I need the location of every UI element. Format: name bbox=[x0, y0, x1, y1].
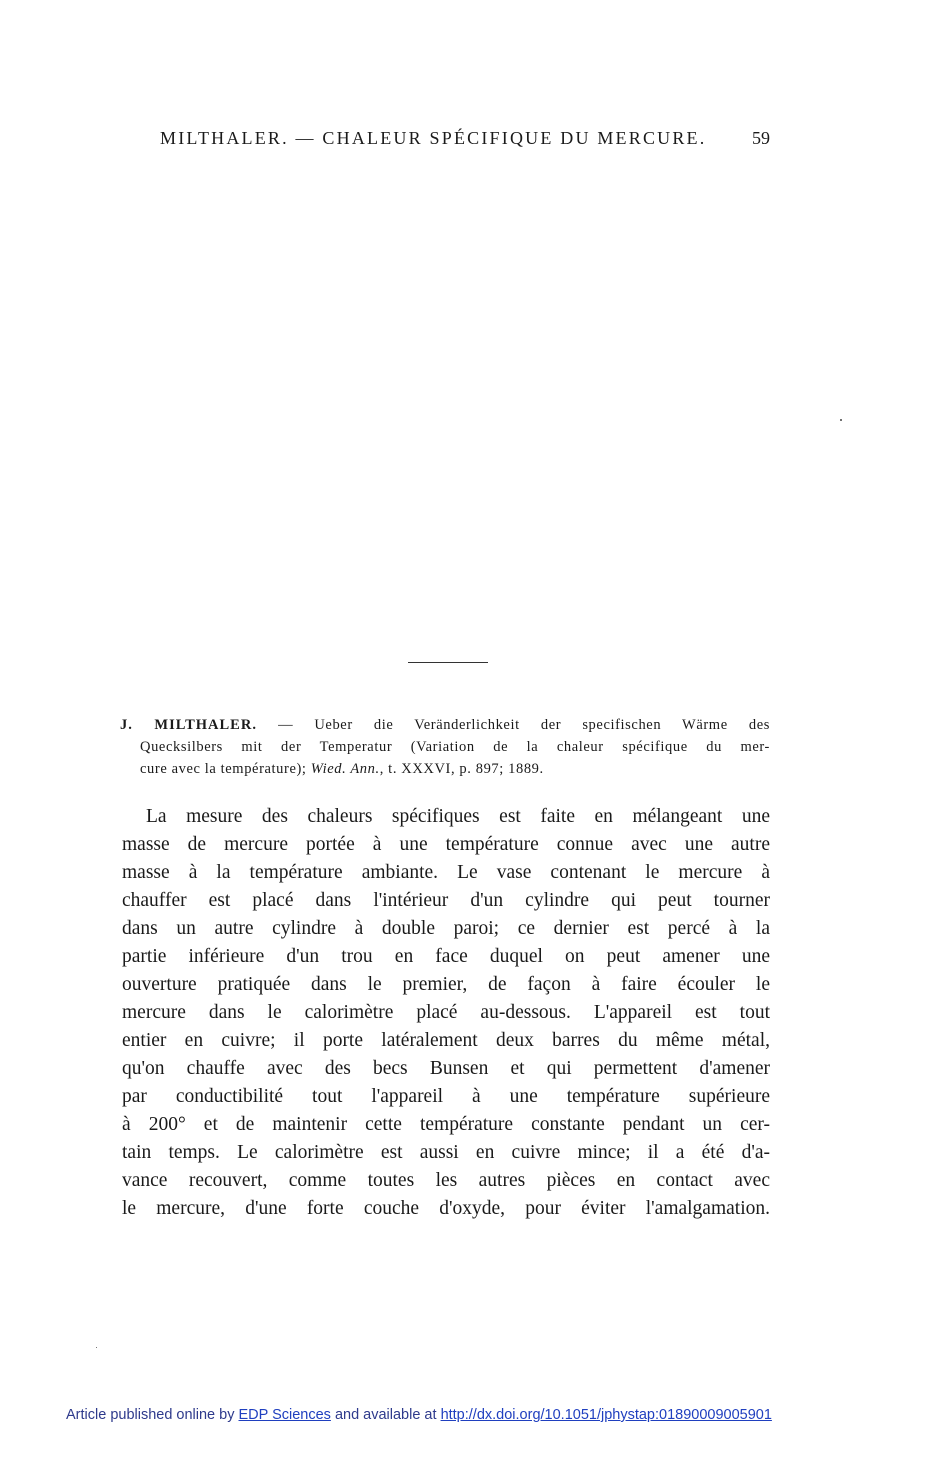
body-line: ouverture pratiquée dans le premier, de façon à faire écouler le bbox=[122, 974, 770, 995]
body-line: tain temps. Le calorimètre est aussi en cuivre mince; il a été d'a- bbox=[122, 1142, 770, 1163]
body-paragraph bbox=[122, 803, 770, 1223]
publication-footer bbox=[66, 1407, 772, 1423]
body-line: partie inférieure d'un trou en face duquel on peut amener une bbox=[122, 946, 770, 967]
section-rule bbox=[408, 662, 488, 663]
body-line: masse de mercure portée à une température connue avec une autre bbox=[122, 834, 770, 855]
body-line: par conductibilité tout l'appareil à une température supérieure bbox=[122, 1086, 770, 1107]
page-number: 59 bbox=[752, 128, 770, 148]
print-speck bbox=[840, 419, 842, 421]
running-title: MILTHALER. — CHALEUR SPÉCIFIQUE DU MERCURE. bbox=[160, 128, 707, 148]
body-line: La mesure des chaleurs spécifiques est faite en mélangeant une bbox=[146, 806, 770, 827]
reference-journal: Wied. Ann. bbox=[310, 761, 380, 777]
body-line: vance recouvert, comme toutes les autres pièces en contact avec bbox=[122, 1170, 770, 1191]
print-speck bbox=[96, 1347, 97, 1348]
reference-citation: , t. XXXVI, p. 897; 1889. bbox=[379, 761, 544, 777]
body-line: le mercure, d'une forte couche d'oxyde, pour éviter l'amalgamation. bbox=[122, 1198, 770, 1219]
footer-prefix: Article published online by bbox=[66, 1407, 239, 1423]
body-line: masse à la température ambiante. Le vase contenant le mercure à bbox=[122, 862, 770, 883]
doi-link[interactable]: http://dx.doi.org/10.1051/jphystap:01890009005901 bbox=[440, 1407, 772, 1423]
reference-author: J. MILTHALER. bbox=[120, 717, 257, 733]
reference-text: cure avec la température); bbox=[140, 761, 311, 777]
reference-title-start: — Ueber die Veränderlichkeit der specifischen Wärme des bbox=[256, 717, 770, 733]
body-line: entier en cuivre; il porte latéralement deux barres du même métal, bbox=[122, 1030, 770, 1051]
bibliographic-reference bbox=[120, 714, 770, 780]
body-line: dans un autre cylindre à double paroi; ce dernier est percé à la bbox=[122, 918, 770, 939]
reference-line: Quecksilbers mit der Temperatur (Variation de la chaleur spécifique du mer- bbox=[140, 739, 770, 755]
publisher-link[interactable]: EDP Sciences bbox=[238, 1407, 331, 1423]
footer-middle: and available at bbox=[330, 1407, 441, 1423]
body-line: qu'on chauffe avec des becs Bunsen et qui permettent d'amener bbox=[122, 1058, 770, 1079]
reference-line bbox=[120, 714, 770, 736]
running-head bbox=[160, 128, 770, 154]
body-line: à 200° et de maintenir cette température constante pendant un cer- bbox=[122, 1114, 770, 1135]
reference-line bbox=[120, 758, 770, 780]
body-line: chauffer est placé dans l'intérieur d'un cylindre qui peut tourner bbox=[122, 890, 770, 911]
body-line: mercure dans le calorimètre placé au-dessous. L'appareil est tout bbox=[122, 1002, 770, 1023]
